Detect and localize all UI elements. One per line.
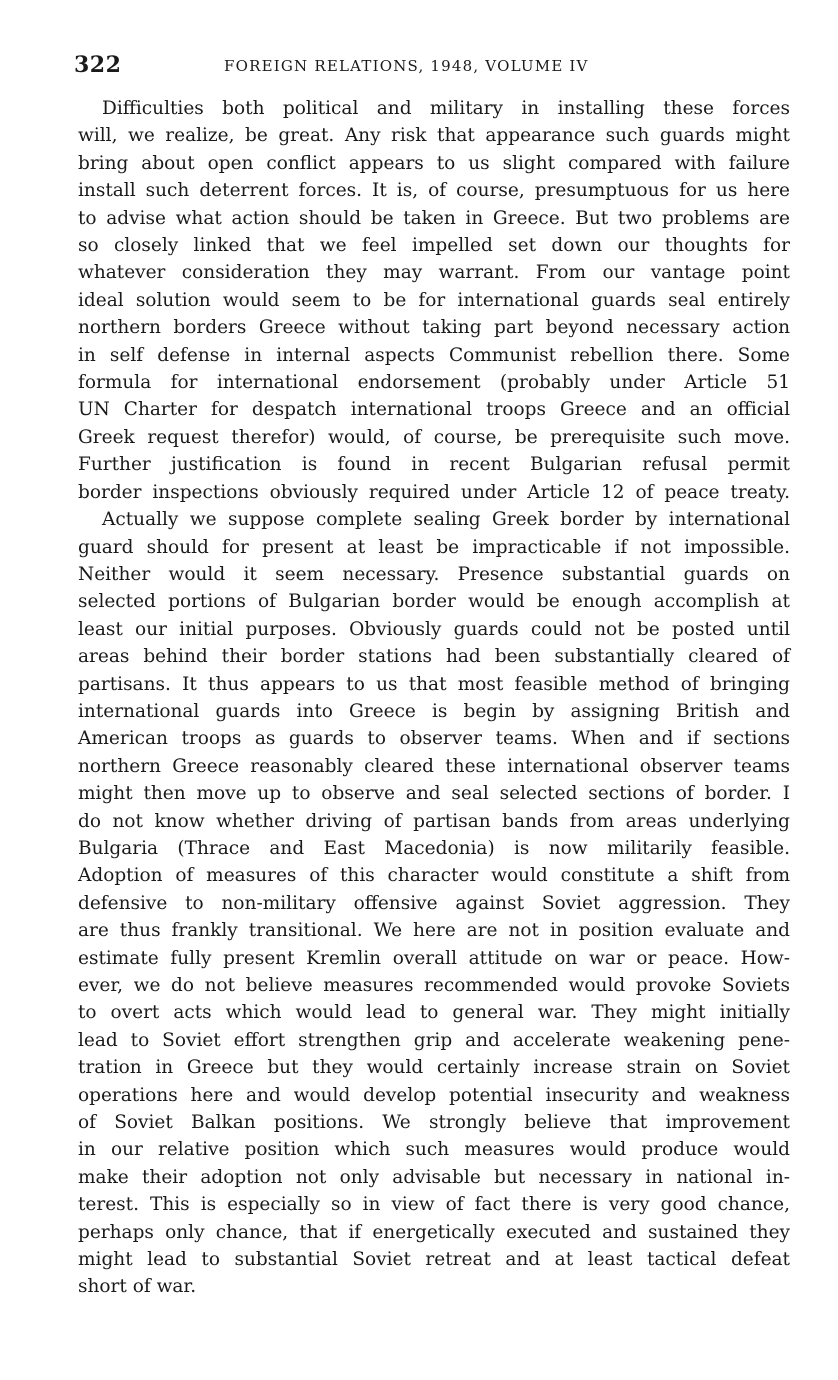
body-text: [78, 95, 790, 1301]
text-line: Adoption of measures of this character would constitute a shift from: [78, 865, 790, 887]
text-line: install such deterrent forces. It is, of course, presumptuous for us here: [78, 180, 790, 202]
text-line: UN Charter for despatch international troops Greece and an official: [78, 399, 790, 421]
text-line: in our relative position which such measures would produce would: [78, 1139, 790, 1161]
text-line: least our initial purposes. Obviously guards could not be posted until: [78, 618, 790, 640]
text-line: perhaps only chance, that if energetically executed and sustained they: [78, 1221, 790, 1243]
text-line: whatever consideration they may warrant. From our vantage point: [78, 262, 790, 284]
text-line: make their adoption not only advisable but necessary in national in-: [78, 1166, 790, 1188]
text-line: Further justification is found in recent Bulgarian refusal permit: [78, 454, 790, 476]
text-line: to advise what action should be taken in Greece. But two problems are: [78, 207, 790, 229]
paragraph-2: [78, 506, 790, 1301]
text-line: areas behind their border stations had been substantially cleared of: [78, 646, 790, 668]
text-line: of Soviet Balkan positions. We strongly believe that improvement: [78, 1112, 790, 1134]
text-line: border inspections obviously required under Article 12 of peace treaty.: [78, 481, 790, 503]
text-line: formula for international endorsement (probably under Article 51: [78, 372, 790, 394]
text-line: northern Greece reasonably cleared these international observer teams: [78, 755, 790, 777]
text-line: international guards into Greece is begin by assigning British and: [78, 700, 790, 722]
text-line: Bulgaria (Thrace and East Macedonia) is now militarily feasible.: [78, 837, 790, 859]
text-line: operations here and would develop potential insecurity and weakness: [78, 1084, 790, 1106]
text-line: partisans. It thus appears to us that most feasible method of bringing: [78, 673, 790, 695]
text-line: ever, we do not believe measures recommended would provoke Soviets: [78, 975, 790, 996]
text-line: lead to Soviet effort strengthen grip and accelerate weakening pene-: [78, 1029, 790, 1051]
text-line: estimate fully present Kremlin overall attitude on war or peace. How-: [78, 947, 790, 969]
text-line: short of war.: [78, 1276, 197, 1298]
text-line: so closely linked that we feel impelled set down our thoughts for: [78, 235, 790, 257]
text-line: in self defense in internal aspects Communist rebellion there. Some: [78, 344, 790, 366]
text-line: American troops as guards to observer teams. When and if sections: [78, 728, 790, 750]
text-line: selected portions of Bulgarian border would be enough accomplish at: [78, 591, 790, 613]
text-line: tration in Greece but they would certainly increase strain on Soviet: [78, 1057, 790, 1079]
text-line: will, we realize, be great. Any risk that appearance such guards might: [78, 125, 790, 147]
text-line: Neither would it seem necessary. Presence substantial guards on: [78, 563, 790, 585]
text-line: Actually we suppose complete sealing Greek border by international: [102, 509, 790, 531]
text-line: Greek request therefor) would, of course, be prerequisite such move.: [78, 426, 790, 448]
page-header: [74, 52, 794, 82]
paragraph-1: [78, 95, 790, 506]
text-line: might then move up to observe and seal selected sections of border. I: [78, 783, 790, 805]
running-head: FOREIGN RELATIONS, 1948, VOLUME IV: [224, 57, 589, 75]
text-line: defensive to non-military offensive against Soviet aggression. They: [78, 892, 790, 914]
text-line: to overt acts which would lead to general war. They might initially: [78, 1002, 790, 1024]
text-line: Difficulties both political and military in installing these forces: [102, 98, 790, 119]
text-line: might lead to substantial Soviet retreat and at least tactical defeat: [78, 1249, 790, 1271]
text-line: do not know whether driving of partisan bands from areas underlying: [78, 810, 790, 832]
text-line: ideal solution would seem to be for international guards seal entirely: [78, 289, 790, 311]
text-line: guard should for present at least be impracticable if not impossible.: [78, 536, 790, 558]
text-line: northern borders Greece without taking part beyond necessary action: [78, 317, 790, 339]
text-line: terest. This is especially so in view of fact there is very good chance,: [78, 1194, 790, 1216]
text-line: are thus frankly transitional. We here are not in position evaluate and: [78, 920, 790, 942]
page-number: 322: [74, 52, 122, 78]
text-line: bring about open conflict appears to us slight compared with failure: [78, 152, 790, 174]
